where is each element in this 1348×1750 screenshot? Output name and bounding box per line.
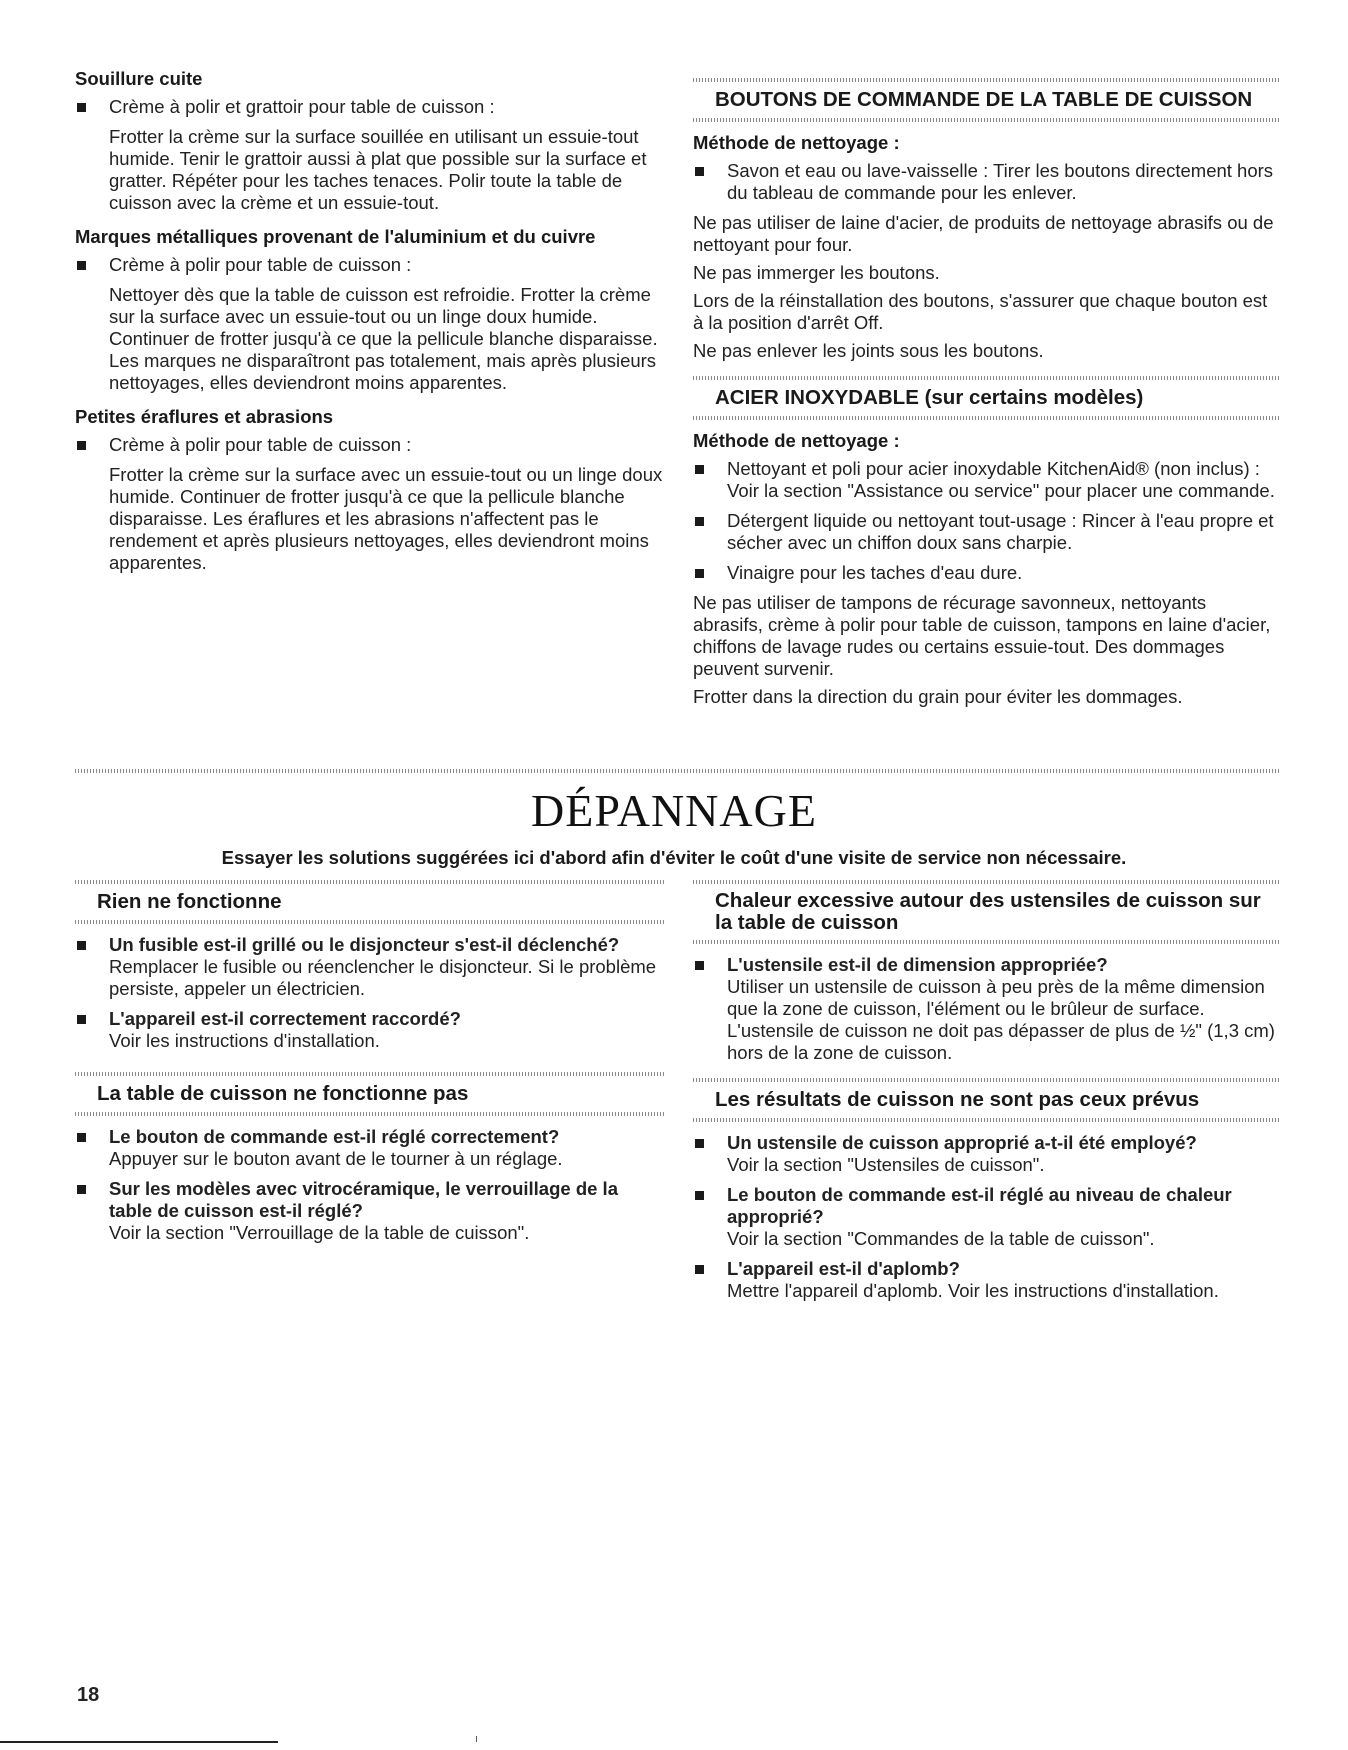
- bullet-square-icon: [75, 96, 109, 118]
- item-question: Un ustensile de cuisson approprié a-t-il été employé?: [727, 1132, 1197, 1153]
- paragraph: Lors de la réinstallation des boutons, s'assurer que chaque bouton est à la position d'arrêt Off.: [693, 290, 1268, 333]
- item-question: Le bouton de commande est-il réglé correctement?: [109, 1126, 560, 1147]
- page-subtitle: Essayer les solutions suggérées ici d'abord afin d'éviter le coût d'une visite de service non nécessaire.: [221, 847, 1127, 868]
- section-header: [693, 78, 1281, 122]
- paragraph: Ne pas enlever les joints sous les boutons.: [693, 340, 1044, 361]
- bullet-square-icon: [75, 1008, 109, 1052]
- section-header: [693, 880, 1281, 944]
- cleaning-block: [75, 406, 665, 574]
- section-title: Chaleur excessive autour des ustensiles de cuisson sur la table de cuisson: [715, 889, 1261, 934]
- hatch-divider: [693, 1118, 1281, 1122]
- paragraph: Ne pas immerger les boutons.: [693, 262, 940, 283]
- item-question: L'appareil est-il d'aplomb?: [727, 1258, 960, 1279]
- block-text: Nettoyer dès que la table de cuisson est refroidie. Frotter la crème sur la surface avec un essuie-tout ou un linge doux humide. Continuer de frotter jusqu'à ce que la pellicule blanche disparaisse. Les marques ne disparaîtront pas totalement, mais après plusieurs nettoyages, elles deviendront moins apparentes.: [109, 284, 658, 393]
- bullet-square-icon: [75, 254, 109, 276]
- item-question: L'ustensile est-il de dimension appropriée?: [727, 954, 1108, 975]
- method-heading: Méthode de nettoyage :: [693, 430, 900, 451]
- item-question: L'appareil est-il correctement raccordé?: [109, 1008, 461, 1029]
- bullet-item: Savon et eau ou lave-vaisselle : Tirer les boutons directement hors du tableau de commande pour les enlever.: [693, 160, 1281, 204]
- footer-rule: [0, 1741, 278, 1743]
- block-heading: Marques métalliques provenant de l'aluminium et du cuivre: [75, 226, 596, 247]
- bullet-square-icon: [693, 1132, 727, 1176]
- item-answer: Voir les instructions d'installation.: [109, 1030, 380, 1051]
- method-heading: Méthode de nettoyage :: [693, 132, 900, 153]
- block-text: Frotter la crème sur la surface avec un essuie-tout ou un linge doux humide. Continuer de frotter jusqu'à ce que la pellicule blanche disparaisse. Les éraflures et les abrasions n'affectent pas le rendement et après plusieurs nettoyages, elles deviendront moins apparentes.: [109, 464, 663, 573]
- bullet-square-icon: [693, 954, 727, 1064]
- paragraph: Ne pas utiliser de laine d'acier, de produits de nettoyage abrasifs ou de nettoyant pour four.: [693, 212, 1274, 255]
- section-header: [75, 1072, 665, 1116]
- item-answer: Voir la section "Verrouillage de la table de cuisson".: [109, 1222, 530, 1243]
- section-title: Rien ne fonctionne: [97, 890, 282, 913]
- left-top-column: [75, 68, 665, 586]
- page-number: 18: [77, 1684, 100, 1706]
- troubleshoot-item: [75, 1178, 665, 1244]
- hatch-divider: [693, 940, 1281, 944]
- paragraph: Ne pas utiliser de tampons de récurage savonneux, nettoyants abrasifs, crème à polir pour table de cuisson, tampons en laine d'acier, chiffons de lavage rudes ou certains essuie-tout. Des dommages peuvent survenir.: [693, 592, 1271, 679]
- bullet-square-icon: [693, 1184, 727, 1250]
- bullet-square-icon: [693, 458, 727, 502]
- bullet-item: Détergent liquide ou nettoyant tout-usage : Rincer à l'eau propre et sécher avec un chiffon doux sans charpie.: [693, 510, 1281, 554]
- troubleshoot-item: [75, 1008, 665, 1052]
- bullet-item: Crème à polir pour table de cuisson :: [75, 254, 665, 276]
- paragraph: Frotter dans la direction du grain pour éviter les dommages.: [693, 686, 1183, 707]
- block-heading: Petites éraflures et abrasions: [75, 406, 334, 427]
- bullet-item: Crème à polir pour table de cuisson :: [75, 434, 665, 456]
- troubleshoot-item: [693, 1258, 1281, 1302]
- section-header: [75, 880, 665, 924]
- bullet-item: Crème à polir et grattoir pour table de cuisson :: [75, 96, 665, 118]
- hatch-divider: [75, 920, 665, 924]
- block-heading: Souillure cuite: [75, 68, 203, 89]
- bullet-square-icon: [693, 510, 727, 554]
- right-top-column: [693, 78, 1281, 714]
- item-question: Le bouton de commande est-il réglé au niveau de chaleur approprié?: [727, 1184, 1232, 1227]
- footer-tick-mark: [476, 1736, 477, 1742]
- hatch-divider: [693, 416, 1281, 420]
- troubleshoot-item: [693, 1132, 1281, 1176]
- item-question: Un fusible est-il grillé ou le disjoncteur s'est-il déclenché?: [109, 934, 620, 955]
- cleaning-block: [75, 68, 665, 214]
- bullet-square-icon: [75, 434, 109, 456]
- section-title: La table de cuisson ne fonctionne pas: [97, 1082, 469, 1105]
- item-answer: Mettre l'appareil d'aplomb. Voir les instructions d'installation.: [727, 1280, 1219, 1301]
- troubleshoot-item: [75, 1126, 665, 1170]
- full-width-hatch-divider: [75, 769, 1281, 773]
- bullet-item: Vinaigre pour les taches d'eau dure.: [693, 562, 1281, 584]
- item-answer: Voir la section "Ustensiles de cuisson".: [727, 1154, 1045, 1175]
- item-answer: Voir la section "Commandes de la table de cuisson".: [727, 1228, 1155, 1249]
- item-answer: Utiliser un ustensile de cuisson à peu près de la même dimension que la zone de cuisson, l'élément ou le brûleur de surface. L'ustensile de cuisson ne doit pas dépasser de plus de ½" (1,3 cm) hors de la zone de cuisson.: [727, 976, 1275, 1063]
- hatch-divider: [75, 1112, 665, 1116]
- right-bottom-column: [693, 880, 1281, 1310]
- bullet-square-icon: [75, 1178, 109, 1244]
- section-title: Les résultats de cuisson ne sont pas ceux prévus: [715, 1088, 1200, 1111]
- bullet-item: Nettoyant et poli pour acier inoxydable KitchenAid® (non inclus) : Voir la section "Assistance ou service" pour placer une commande.: [693, 458, 1281, 502]
- section-header: [693, 1078, 1281, 1122]
- item-question: Sur les modèles avec vitrocéramique, le verrouillage de la table de cuisson est-il réglé?: [109, 1178, 618, 1221]
- cleaning-block: [75, 226, 665, 394]
- section-header: [693, 376, 1281, 420]
- troubleshoot-item: [75, 934, 665, 1000]
- bullet-square-icon: [75, 934, 109, 1000]
- page-title: DÉPANNAGE: [531, 785, 817, 836]
- bullet-square-icon: [693, 562, 727, 584]
- section-title: BOUTONS DE COMMANDE DE LA TABLE DE CUISSON: [715, 88, 1253, 111]
- left-bottom-column: [75, 880, 665, 1252]
- bullet-square-icon: [693, 1258, 727, 1302]
- bullet-square-icon: [693, 160, 727, 204]
- bullet-square-icon: [75, 1126, 109, 1170]
- section-title: ACIER INOXYDABLE (sur certains modèles): [715, 386, 1144, 409]
- troubleshoot-item: [693, 1184, 1281, 1250]
- troubleshoot-item: [693, 954, 1281, 1064]
- hatch-divider: [693, 118, 1281, 122]
- item-answer: Appuyer sur le bouton avant de le tourner à un réglage.: [109, 1148, 563, 1169]
- block-text: Frotter la crème sur la surface souillée en utilisant un essuie-tout humide. Tenir le grattoir aussi à plat que possible sur la surface et gratter. Répéter pour les taches tenaces. Polir toute la table de cuisson avec la crème et un essuie-tout.: [109, 126, 647, 213]
- item-answer: Remplacer le fusible ou réenclencher le disjoncteur. Si le problème persiste, appeler un électricien.: [109, 956, 657, 999]
